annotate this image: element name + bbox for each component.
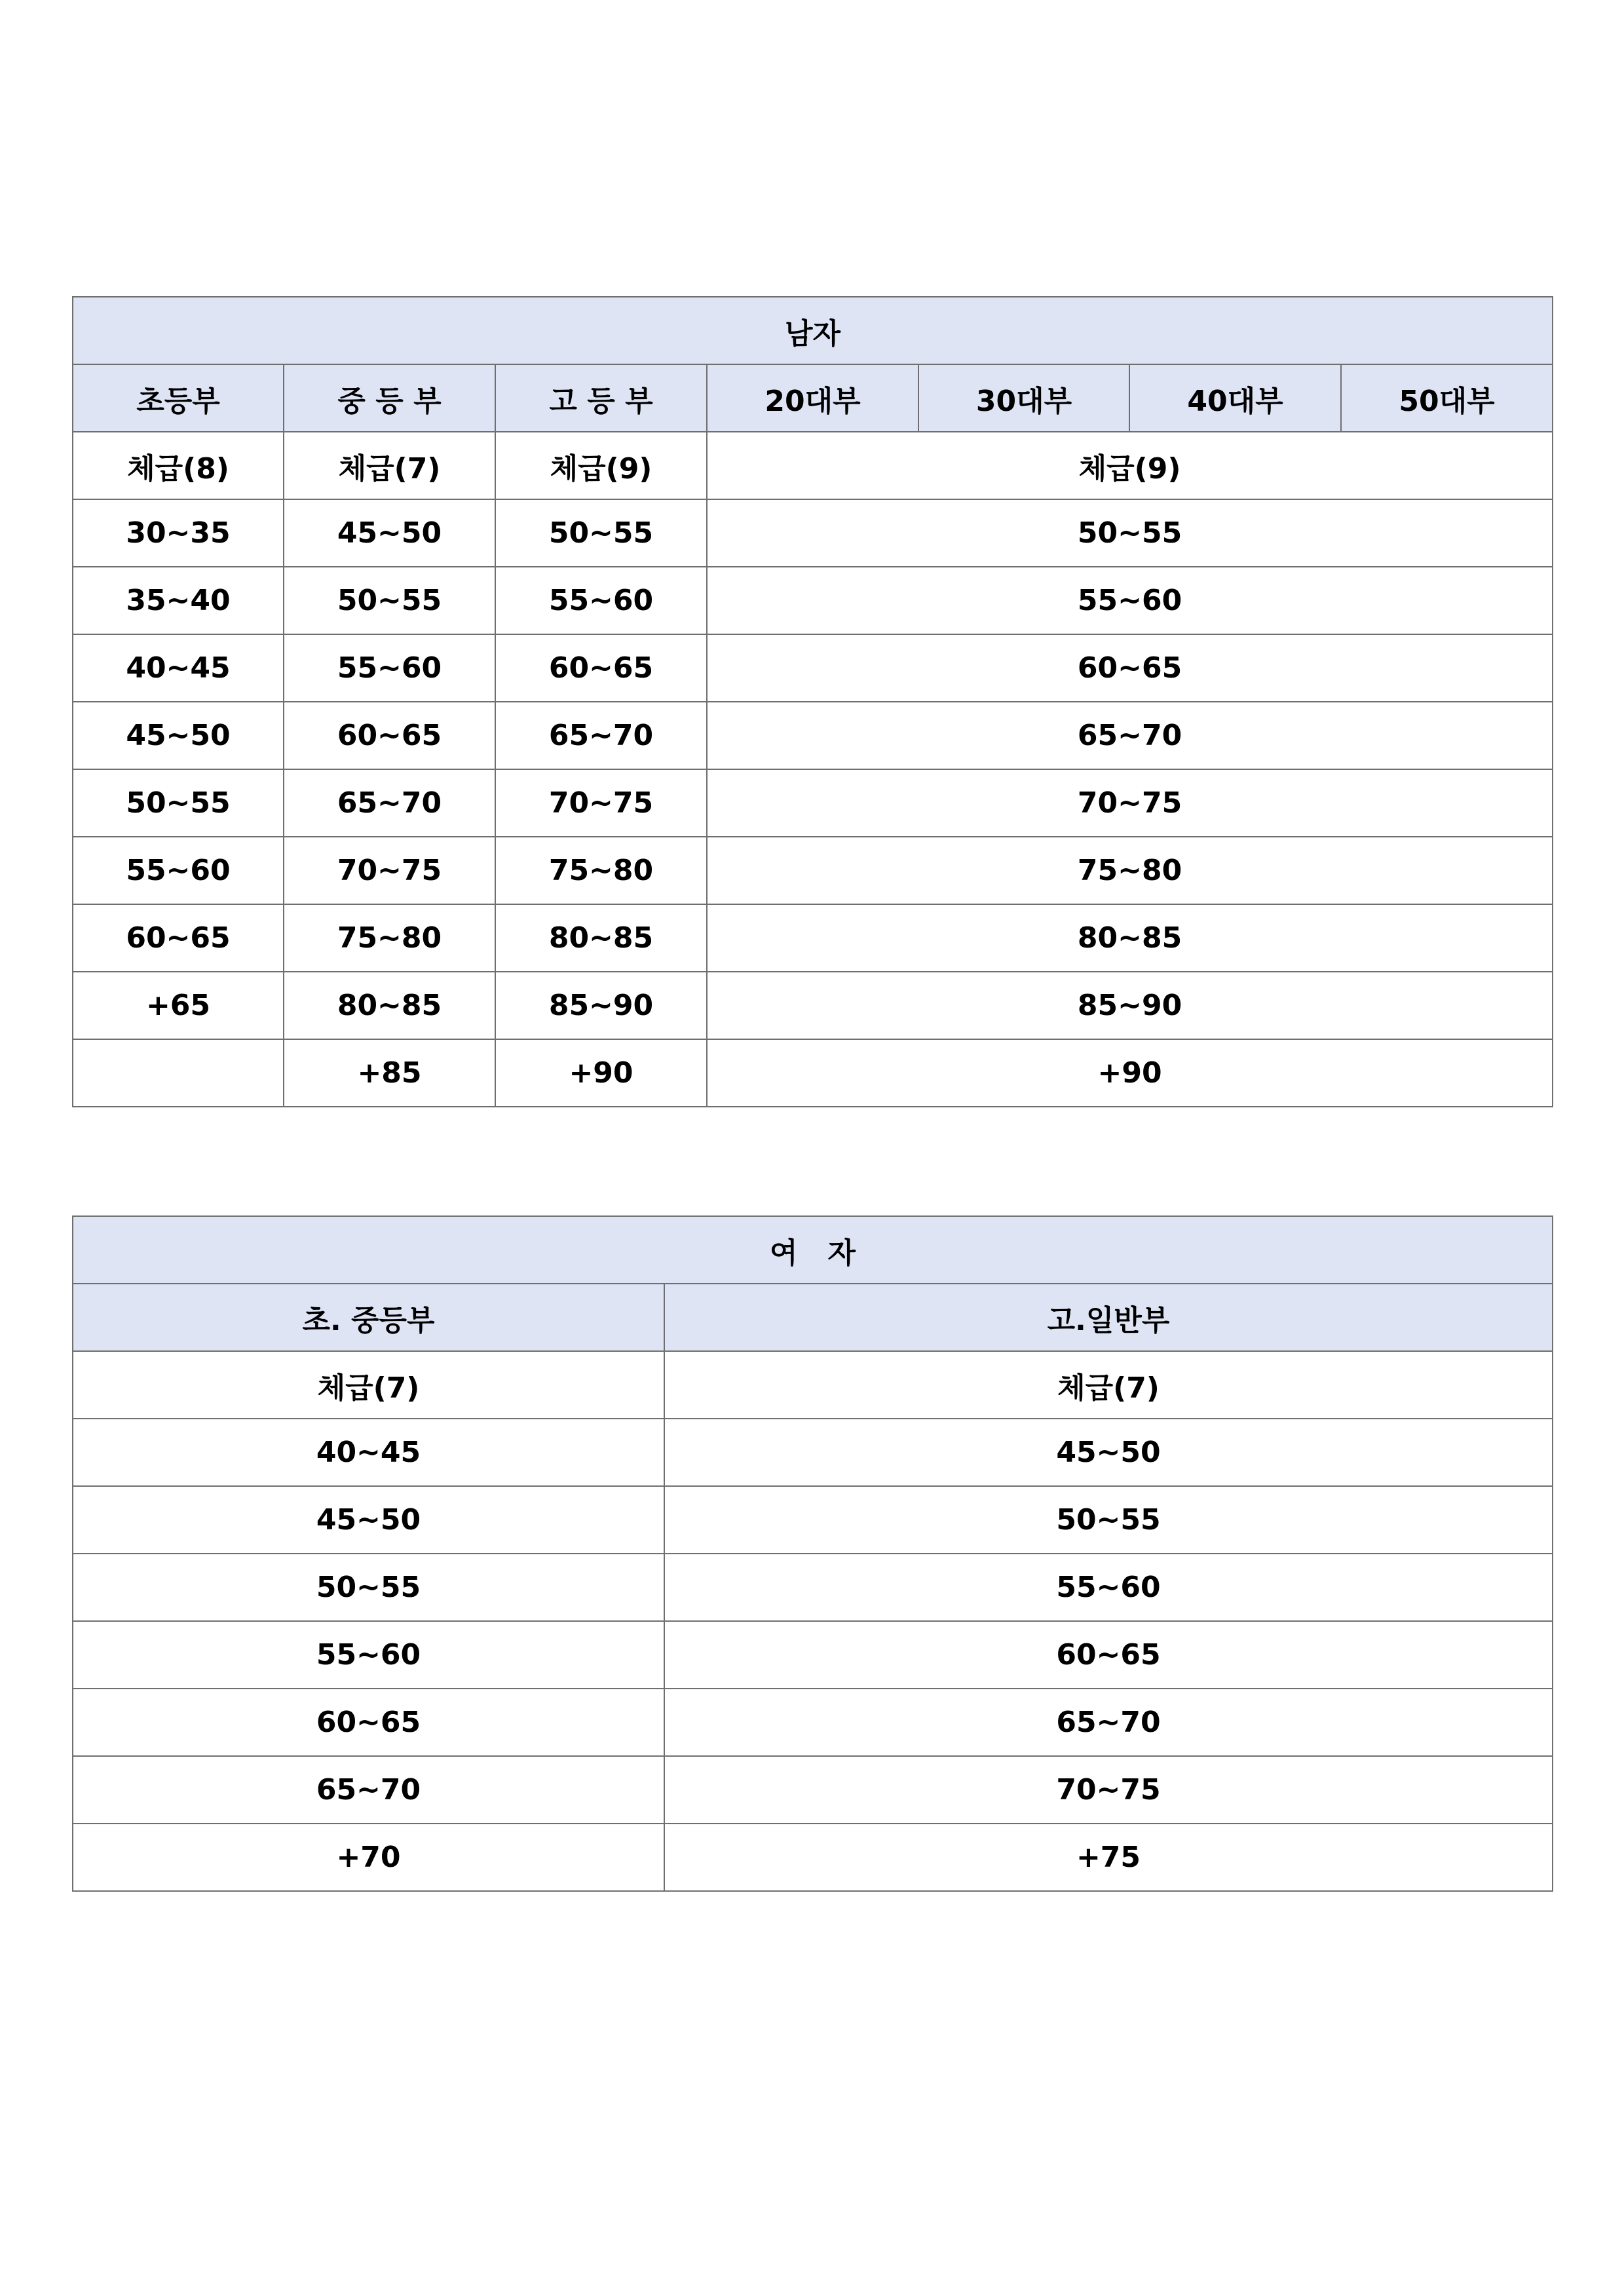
division-header: 중 등 부 [284, 364, 495, 432]
division-header: 고 등 부 [495, 364, 707, 432]
weight-range-cell: 65~70 [284, 769, 495, 837]
class-count-cell: 체급(7) [73, 1351, 664, 1419]
division-header: 40대부 [1129, 364, 1341, 432]
weight-range-cell: 50~55 [73, 769, 284, 837]
table-row [73, 1621, 1553, 1689]
weight-range-cell: 55~60 [707, 567, 1553, 634]
table-row [73, 904, 1553, 972]
weight-range-cell: 85~90 [495, 972, 707, 1039]
weight-range-cell: 75~80 [707, 837, 1553, 904]
division-header: 50대부 [1341, 364, 1553, 432]
weight-range-cell: 60~65 [495, 634, 707, 702]
table-row [73, 1554, 1553, 1621]
table-row [73, 567, 1553, 634]
weight-range-cell: +85 [284, 1039, 495, 1107]
weight-range-cell: 50~55 [664, 1486, 1553, 1554]
class-count-cell: 체급(8) [73, 432, 284, 499]
division-header: 30대부 [918, 364, 1129, 432]
men-class-count-row [73, 432, 1553, 499]
men-table-title: 남자 [73, 297, 1553, 364]
division-header: 고.일반부 [664, 1284, 1553, 1351]
weight-range-cell: 60~65 [707, 634, 1553, 702]
weight-range-cell: 55~60 [284, 634, 495, 702]
weight-range-cell: 60~65 [73, 904, 284, 972]
weight-range-cell: 70~75 [495, 769, 707, 837]
table-row [73, 1756, 1553, 1824]
men-weight-class-table [72, 296, 1553, 1107]
weight-range-cell: 45~50 [664, 1419, 1553, 1486]
division-header: 초등부 [73, 364, 284, 432]
division-header: 초. 중등부 [73, 1284, 664, 1351]
table-row [73, 972, 1553, 1039]
weight-range-cell: 45~50 [73, 702, 284, 769]
weight-range-cell [73, 1039, 284, 1107]
table-row [73, 1689, 1553, 1756]
weight-range-cell: +75 [664, 1824, 1553, 1891]
weight-range-cell: 70~75 [707, 769, 1553, 837]
weight-range-cell: 55~60 [495, 567, 707, 634]
weight-range-cell: 60~65 [284, 702, 495, 769]
weight-range-cell: 55~60 [73, 837, 284, 904]
weight-range-cell: 55~60 [73, 1621, 664, 1689]
table-row [73, 499, 1553, 567]
women-table-title: 여 자 [73, 1216, 1553, 1284]
men-division-row [73, 364, 1553, 432]
weight-range-cell: 55~60 [664, 1554, 1553, 1621]
table-row [73, 1824, 1553, 1891]
table-row [73, 634, 1553, 702]
weight-range-cell: 70~75 [284, 837, 495, 904]
weight-range-cell: 60~65 [664, 1621, 1553, 1689]
weight-range-cell: 50~55 [707, 499, 1553, 567]
weight-range-cell: 60~65 [73, 1689, 664, 1756]
table-row [73, 769, 1553, 837]
weight-range-cell: 75~80 [284, 904, 495, 972]
women-class-count-row [73, 1351, 1553, 1419]
division-header: 20대부 [707, 364, 918, 432]
class-count-cell: 체급(9) [495, 432, 707, 499]
table-row [73, 1486, 1553, 1554]
class-count-cell: 체급(7) [664, 1351, 1553, 1419]
table-row [73, 702, 1553, 769]
weight-range-cell: +90 [707, 1039, 1553, 1107]
weight-range-cell: 50~55 [73, 1554, 664, 1621]
weight-range-cell: +90 [495, 1039, 707, 1107]
weight-range-cell: 75~80 [495, 837, 707, 904]
weight-range-cell: 65~70 [664, 1689, 1553, 1756]
class-count-cell: 체급(7) [284, 432, 495, 499]
table-row [73, 1419, 1553, 1486]
weight-range-cell: 45~50 [73, 1486, 664, 1554]
women-weight-class-table [72, 1215, 1553, 1892]
weight-range-cell: 40~45 [73, 1419, 664, 1486]
women-division-row [73, 1284, 1553, 1351]
weight-range-cell: 35~40 [73, 567, 284, 634]
women-weight-rows [73, 1419, 1553, 1891]
weight-range-cell: 65~70 [73, 1756, 664, 1824]
weight-range-cell: 70~75 [664, 1756, 1553, 1824]
weight-range-cell: +70 [73, 1824, 664, 1891]
weight-range-cell: 80~85 [495, 904, 707, 972]
table-row [73, 1039, 1553, 1107]
men-weight-rows [73, 499, 1553, 1107]
weight-range-cell: 80~85 [707, 904, 1553, 972]
weight-range-cell: 65~70 [707, 702, 1553, 769]
weight-range-cell: 85~90 [707, 972, 1553, 1039]
table-row [73, 837, 1553, 904]
weight-range-cell: 40~45 [73, 634, 284, 702]
weight-range-cell: 65~70 [495, 702, 707, 769]
men-title-row [73, 297, 1553, 364]
weight-range-cell: 30~35 [73, 499, 284, 567]
weight-range-cell: 50~55 [284, 567, 495, 634]
weight-range-cell: +65 [73, 972, 284, 1039]
women-title-row [73, 1216, 1553, 1284]
weight-range-cell: 80~85 [284, 972, 495, 1039]
weight-range-cell: 50~55 [495, 499, 707, 567]
class-count-cell: 체급(9) [707, 432, 1553, 499]
weight-range-cell: 45~50 [284, 499, 495, 567]
